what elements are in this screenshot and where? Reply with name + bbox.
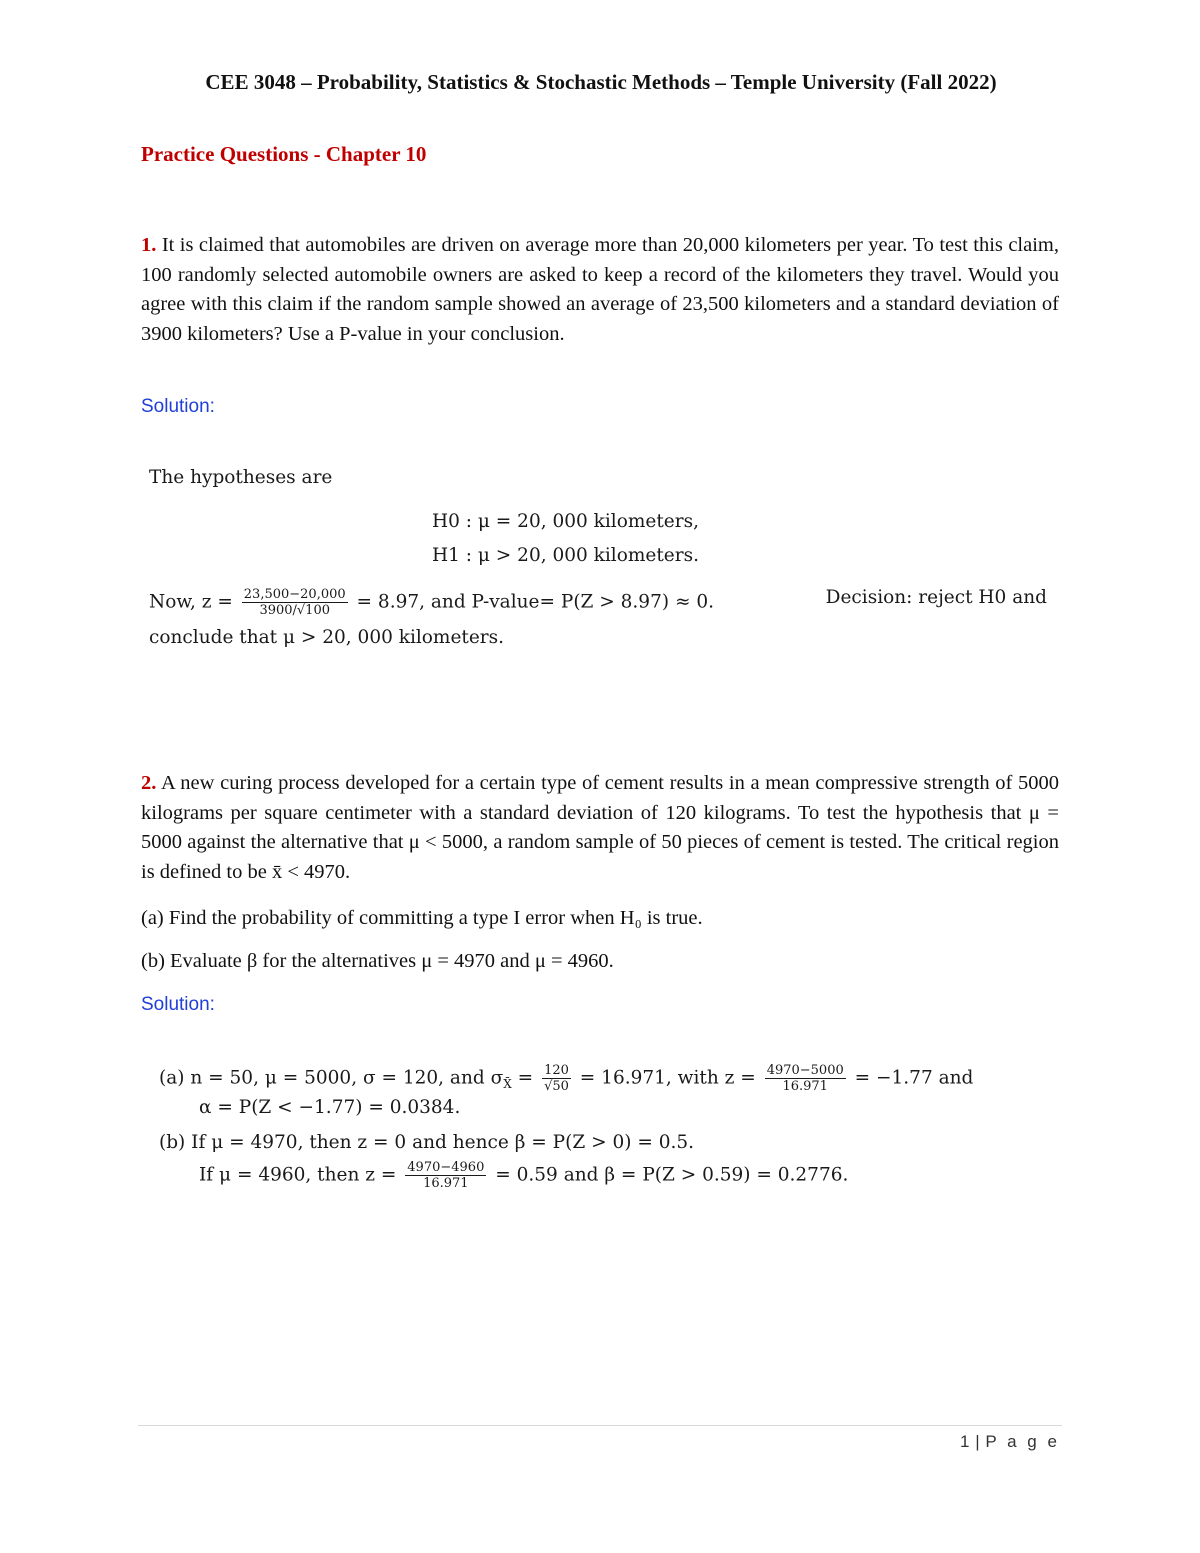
z-fraction-numerator: 23,500−20,000 — [243, 587, 346, 602]
now-label: Now, — [149, 591, 196, 613]
solution-b-line-2 — [199, 1160, 848, 1191]
page-word: P a g e — [985, 1432, 1060, 1451]
decision-text: Decision: reject H0 and — [825, 587, 1047, 608]
course-title: CEE 3048 – Probability, Statistics & Stochastic Methods – Temple University (Fall 2022) — [205, 70, 997, 94]
page-number: 1 — [960, 1432, 970, 1451]
null-hypothesis: H0 : μ = 20, 000 kilometers, — [432, 511, 699, 532]
solution-b-case-4970: If μ = 4970, then z = 0 and hence β = P(Z > 0) = 0.5. — [191, 1132, 695, 1153]
question-1-text: It is claimed that automobiles are driven on average more than 20,000 kilometers per year. To test this claim, 100 randomly selected automobile owners are asked to keep a record of the kilometers they travel. Would you agree with this claim if the random sample showed an average of 23,500 kilometers and a standard deviation of 3900 kilometers? Use a P-value in your conclusion. — [141, 234, 1059, 345]
hypotheses-intro: The hypotheses are — [149, 467, 333, 488]
footer-divider — [138, 1425, 1062, 1426]
solution-a-alpha: α = P(Z < −1.77) = 0.0384. — [199, 1097, 461, 1118]
z-fraction-b-denominator: 16.971 — [423, 1176, 469, 1191]
z-statistic-line — [149, 587, 1049, 618]
solution-a-z-value: = −1.77 and — [854, 1067, 974, 1089]
chapter-subtitle: Practice Questions - Chapter 10 — [141, 142, 427, 166]
sigma-fraction-denominator: √50 — [544, 1079, 569, 1094]
question-1 — [141, 231, 1059, 349]
question-2-number: 2. — [141, 772, 157, 794]
question-1-solution-label: Solution: — [141, 396, 215, 417]
z-fraction-a-denominator: 16.971 — [782, 1079, 828, 1094]
question-2-part-a: (a) Find the probability of committing a type I error when H₀ is true. — [141, 907, 703, 929]
solution-b-beta: = 0.59 and β = P(Z > 0.59) = 0.2776. — [495, 1164, 849, 1186]
page-footer — [960, 1432, 1060, 1452]
solution-b-line-1 — [159, 1132, 694, 1153]
z-fraction-b — [405, 1160, 486, 1191]
question-2-part-b: (b) Evaluate β for the alternatives μ = 4970 and μ = 4960. — [141, 950, 614, 972]
solution-a-params: n = 50, μ = 5000, σ = 120, and σ — [190, 1067, 504, 1089]
solution-b-case-4960: If μ = 4960, then z = — [199, 1164, 397, 1186]
solution-a-label: (a) — [159, 1067, 185, 1089]
z-fraction-denominator: 3900/√100 — [259, 603, 330, 618]
question-2-text: A new curing process developed for a certain type of cement results in a mean compressive strength of 5000 kilograms per square centimeter with a standard deviation of 120 kilograms. To test the hypothesis that μ = 5000 against the alternative that μ < 5000, a random sample of 50 pieces of cement is tested. The critical region is defined to be x̄ < 4970. — [141, 772, 1060, 883]
solution-a-line-1 — [159, 1063, 973, 1094]
sigma-fraction — [542, 1063, 571, 1094]
z-fraction-b-numerator: 4970−4960 — [407, 1160, 485, 1175]
solution-a-sigma-value: = 16.971, with z = — [579, 1067, 756, 1089]
question-2 — [141, 769, 1059, 887]
sigma-subscript: X̄ — [503, 1077, 512, 1092]
question-1-number: 1. — [141, 234, 157, 256]
z-equals: z = — [201, 591, 233, 613]
sigma-fraction-numerator: 120 — [544, 1063, 569, 1078]
z-value-and-p: = 8.97, and P-value= P(Z > 8.97) ≈ 0. — [356, 591, 714, 613]
z-fraction-a — [765, 1063, 846, 1094]
z-fraction-a-numerator: 4970−5000 — [766, 1063, 844, 1078]
solution-a-equals: = — [517, 1067, 534, 1089]
question-2-solution-label: Solution: — [141, 994, 215, 1015]
footer-separator: | — [975, 1432, 981, 1451]
alternative-hypothesis: H1 : μ > 20, 000 kilometers. — [432, 545, 699, 566]
solution-b-label: (b) — [159, 1132, 186, 1153]
z-fraction — [242, 587, 348, 618]
conclusion-text: conclude that μ > 20, 000 kilometers. — [149, 627, 505, 648]
